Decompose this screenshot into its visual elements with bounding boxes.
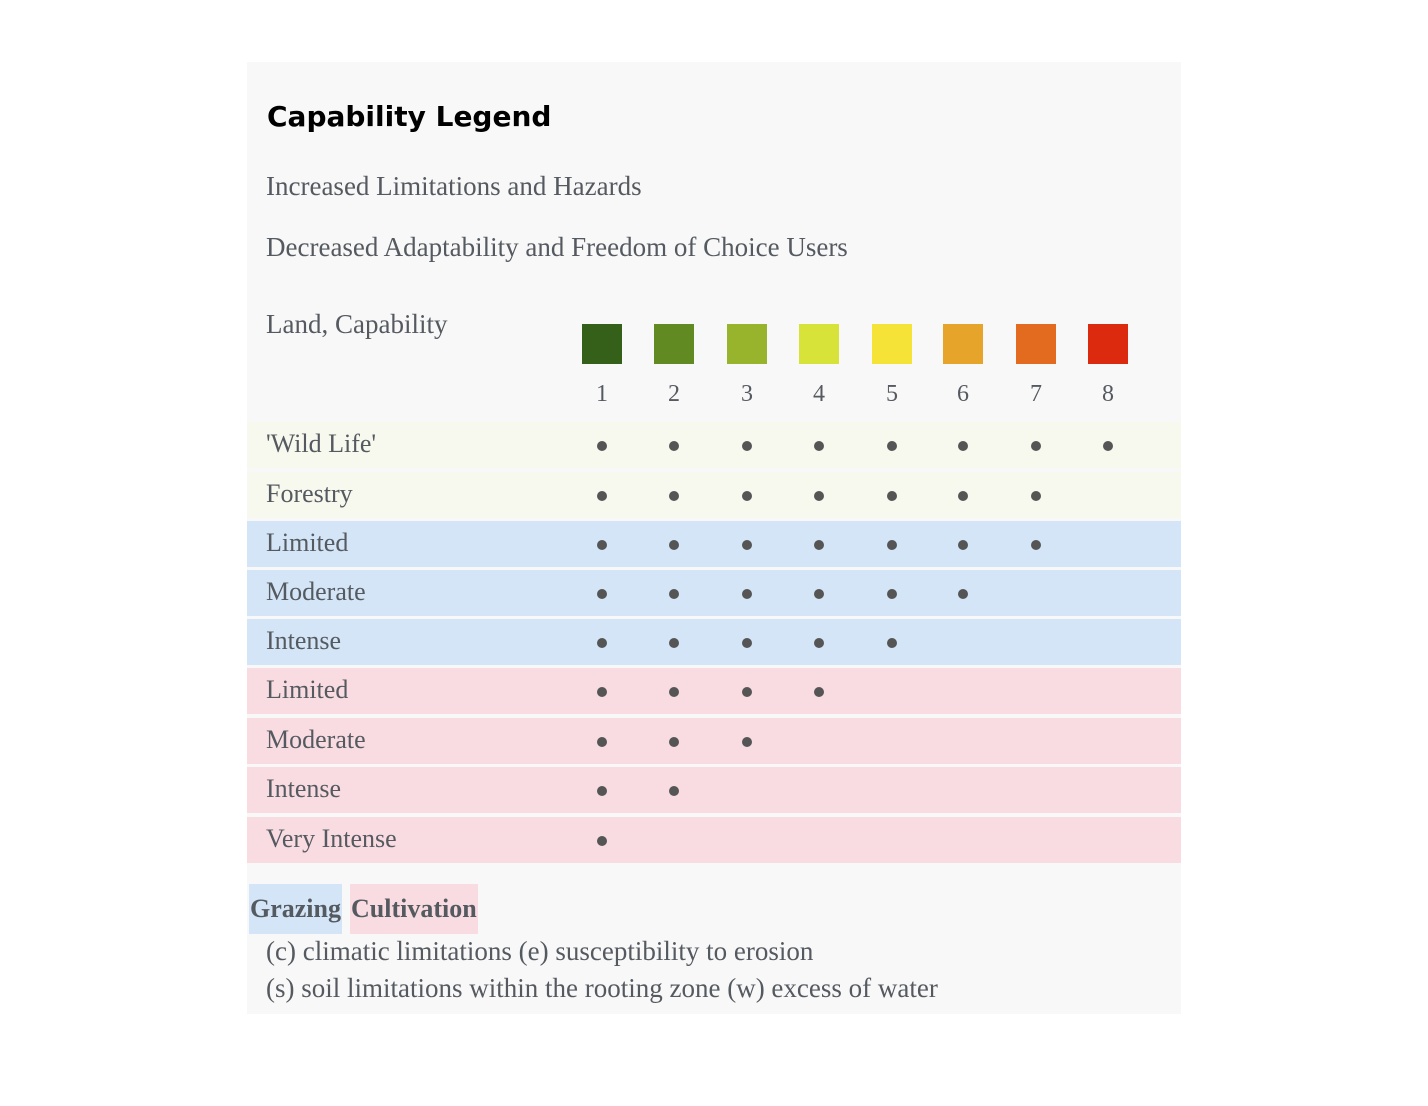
class-swatch-8 [1088,324,1128,364]
suitability-dot-class-1 [597,589,607,599]
capability-row-grazing [247,521,1181,567]
grazing-key: Grazing [249,884,342,934]
suitability-dot-class-6 [958,540,968,550]
class-number-2: 2 [668,381,680,407]
capability-row-cultivation [247,767,1181,813]
class-swatch-6 [943,324,983,364]
suitability-dot-class-1 [597,638,607,648]
class-number-6: 6 [957,381,969,407]
suitability-dot-class-3 [742,638,752,648]
class-number-4: 4 [813,381,825,407]
suitability-dot-class-5 [887,638,897,648]
capability-row-grazing [247,619,1181,665]
suitability-dot-class-3 [742,491,752,501]
suitability-dot-class-5 [887,441,897,451]
suitability-dot-class-1 [597,540,607,550]
row-label: 'Wild Life' [266,429,377,458]
class-swatch-3 [727,324,767,364]
row-label: Very Intense [266,824,397,853]
row-label: Forestry [266,479,353,508]
suitability-dot-class-7 [1031,491,1041,501]
cultivation-key: Cultivation [350,884,478,934]
limitation-note-1: (c) climatic limitations (e) susceptibility to erosion [266,936,814,966]
legend-subtitle-limitations: Increased Limitations and Hazards [266,171,642,201]
suitability-dot-class-3 [742,540,752,550]
row-label: Intense [266,774,342,803]
capability-row-general [247,472,1181,518]
row-label: Intense [266,626,342,655]
suitability-dot-class-2 [669,441,679,451]
suitability-dot-class-7 [1031,540,1041,550]
capability-row-grazing [247,570,1181,616]
capability-legend-panel [247,62,1181,1014]
class-number-8: 8 [1102,381,1114,407]
suitability-dot-class-4 [814,540,824,550]
suitability-dot-class-3 [742,737,752,747]
capability-row-cultivation [247,817,1181,863]
capability-row-cultivation [247,668,1181,714]
suitability-dot-class-2 [669,737,679,747]
suitability-dot-class-8 [1103,441,1113,451]
class-swatch-5 [872,324,912,364]
class-number-7: 7 [1030,381,1042,407]
suitability-dot-class-6 [958,441,968,451]
suitability-dot-class-1 [597,836,607,846]
suitability-dot-class-4 [814,441,824,451]
suitability-dot-class-2 [669,540,679,550]
suitability-dot-class-6 [958,491,968,501]
suitability-dot-class-5 [887,540,897,550]
suitability-dot-class-4 [814,491,824,501]
class-number-1: 1 [596,381,608,407]
suitability-dot-class-1 [597,786,607,796]
row-label: Limited [266,528,349,557]
capability-row-cultivation [247,718,1181,764]
row-label: Moderate [266,577,366,606]
suitability-dot-class-2 [669,786,679,796]
limitation-note-2: (s) soil limitations within the rooting zone (w) excess of water [266,973,938,1003]
class-swatch-4 [799,324,839,364]
suitability-dot-class-5 [887,589,897,599]
land-capability-header: Land, Capability [266,309,448,339]
suitability-dot-class-3 [742,589,752,599]
class-number-5: 5 [886,381,898,407]
class-swatch-1 [582,324,622,364]
row-label: Moderate [266,725,366,754]
suitability-dot-class-2 [669,687,679,697]
suitability-dot-class-1 [597,687,607,697]
suitability-dot-class-1 [597,737,607,747]
suitability-dot-class-2 [669,491,679,501]
suitability-dot-class-2 [669,589,679,599]
suitability-dot-class-5 [887,491,897,501]
legend-subtitle-adaptability: Decreased Adaptability and Freedom of Choice Users [266,232,848,262]
suitability-dot-class-3 [742,687,752,697]
suitability-dot-class-7 [1031,441,1041,451]
suitability-dot-class-4 [814,687,824,697]
row-label: Limited [266,675,349,704]
suitability-dot-class-6 [958,589,968,599]
class-swatch-2 [654,324,694,364]
class-swatch-7 [1016,324,1056,364]
suitability-dot-class-2 [669,638,679,648]
capability-row-general [247,422,1181,468]
suitability-dot-class-4 [814,638,824,648]
suitability-dot-class-1 [597,441,607,451]
suitability-dot-class-1 [597,491,607,501]
legend-title: Capability Legend [267,100,552,133]
suitability-dot-class-4 [814,589,824,599]
class-number-3: 3 [741,381,753,407]
suitability-dot-class-3 [742,441,752,451]
